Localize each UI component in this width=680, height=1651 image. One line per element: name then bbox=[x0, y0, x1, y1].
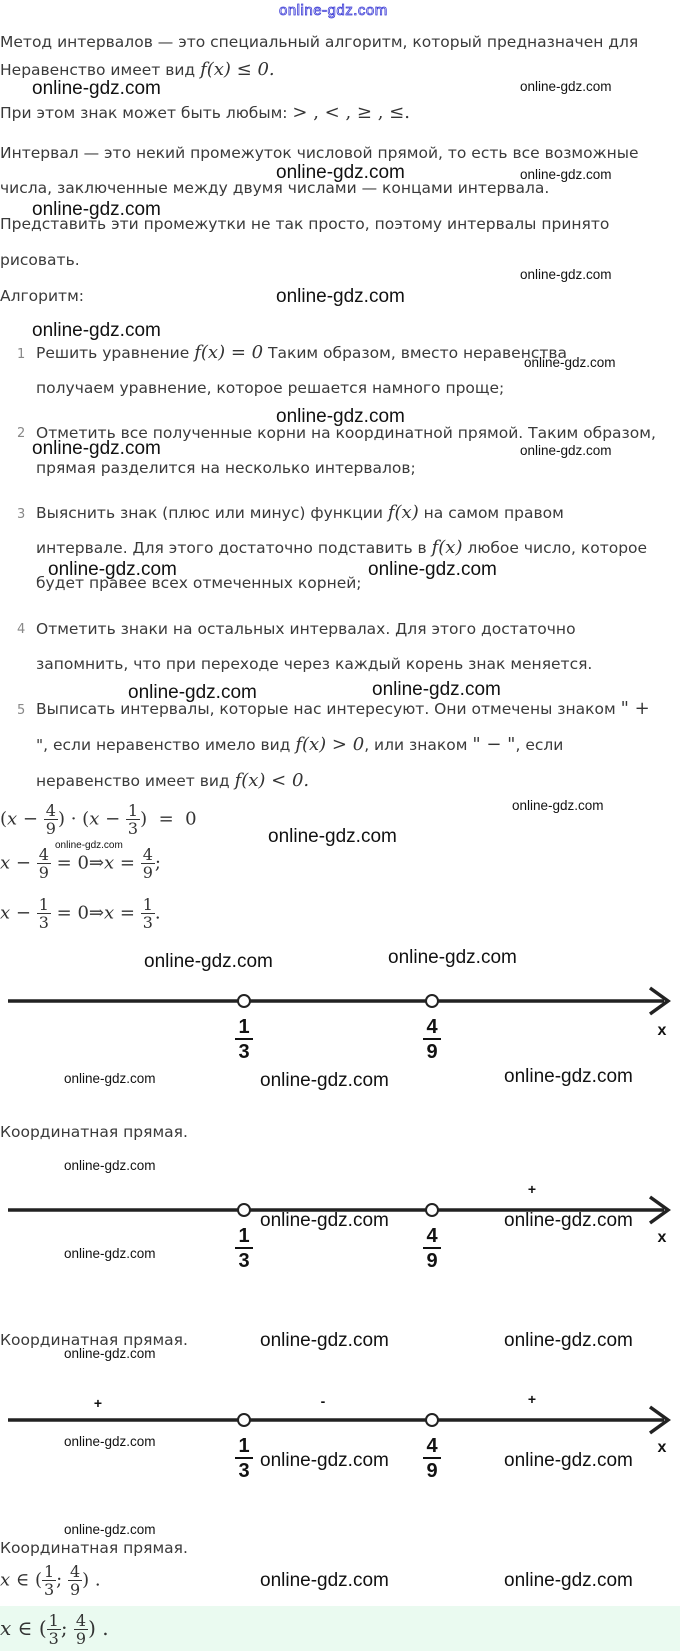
step-number-2: 2 bbox=[17, 426, 26, 441]
watermark: online-gdz.com bbox=[64, 1522, 156, 1537]
eq2-equals: = bbox=[56, 852, 72, 874]
watermark: online-gdz.com bbox=[504, 1330, 633, 1351]
answer-hl-n2: 4 bbox=[75, 1611, 87, 1630]
watermark: online-gdz.com bbox=[268, 826, 397, 847]
eq3-num-a: 1 bbox=[38, 895, 49, 914]
step-5-line-3 bbox=[36, 771, 309, 791]
watermark: online-gdz.com bbox=[260, 1570, 389, 1591]
answer-hl-frac-2 bbox=[74, 1612, 88, 1647]
eq2-implies: ⇒ bbox=[88, 852, 105, 874]
axis-3-sign-left: + bbox=[93, 1395, 103, 1411]
axis-1-label-2-num: 4 bbox=[426, 1016, 438, 1038]
step-2-line-1: Отметить все полученные корни на координатной прямой. Таким образом, bbox=[36, 424, 656, 442]
intro-paragraph-1: Метод интервалов — это специальный алгоритм, который предназначен для bbox=[0, 33, 639, 51]
intro-paragraph-3 bbox=[0, 103, 410, 123]
step-number-5: 5 bbox=[17, 703, 26, 718]
eq1-equals: = bbox=[158, 808, 174, 830]
step-5-text-c: , или знаком bbox=[364, 736, 468, 754]
watermark: online-gdz.com bbox=[48, 559, 177, 580]
axis-1-label-2-den: 9 bbox=[426, 1041, 438, 1063]
step-1-math: f(x) = 0 bbox=[194, 342, 264, 363]
axis-3-point-4-9 bbox=[426, 1414, 438, 1426]
watermark: online-gdz.com bbox=[372, 679, 501, 700]
eq1-open2: ( bbox=[82, 808, 90, 830]
answer-n1: 1 bbox=[43, 1562, 55, 1581]
watermark: online-gdz.com bbox=[260, 1450, 389, 1471]
answer-hl-d2: 9 bbox=[75, 1629, 87, 1648]
watermark: online-gdz.com bbox=[260, 1330, 389, 1351]
axis-2-point-4-9 bbox=[426, 1204, 438, 1216]
intro-p2-text: Неравенство имеет вид bbox=[0, 61, 196, 79]
watermark: online-gdz.com bbox=[388, 947, 517, 968]
step-1-text-b: Таким образом, вместо неравенства bbox=[268, 344, 568, 362]
answer-hl-prefix: x ∈ bbox=[0, 1616, 33, 1640]
eq1-num1: 4 bbox=[45, 801, 56, 820]
watermark: online-gdz.com bbox=[276, 286, 405, 307]
axis-3-point-1-3 bbox=[238, 1414, 250, 1426]
eq3-end: . bbox=[154, 902, 161, 924]
watermark: online-gdz.com bbox=[276, 406, 405, 427]
step-5-text-d: , если bbox=[515, 736, 564, 754]
eq1-minus1: − bbox=[22, 808, 39, 830]
axis-2-label-1-num: 1 bbox=[238, 1225, 250, 1247]
number-line-1 bbox=[0, 975, 680, 1065]
eq1-open: ( bbox=[0, 808, 8, 830]
watermark: online-gdz.com bbox=[128, 682, 257, 703]
watermark: online-gdz.com bbox=[504, 1210, 633, 1231]
answer-hl-n1: 1 bbox=[48, 1611, 59, 1630]
eq1-x2: x bbox=[89, 808, 100, 830]
step-3-text-d: любое число, которое bbox=[467, 539, 648, 557]
step-3-text-c: интервале. Для этого достаточно подставить в bbox=[36, 539, 427, 557]
intro-p3-text: При этом знак может быть любым: bbox=[0, 104, 288, 122]
eq2-fraction-b bbox=[141, 846, 155, 881]
step-5-text-a: Выписать интервалы, которые нас интересуют. Они отмечены знаком bbox=[36, 700, 616, 718]
eq2-den-b: 9 bbox=[142, 863, 153, 882]
intro-p2-math: f(x) ≤ 0. bbox=[200, 59, 275, 80]
watermark: online-gdz.com bbox=[32, 438, 161, 459]
watermark: online-gdz.com bbox=[144, 951, 273, 972]
eq3-num-b: 1 bbox=[142, 895, 153, 914]
watermark: online-gdz.com bbox=[55, 840, 123, 851]
answer-highlighted bbox=[0, 1612, 109, 1647]
axis-1-label-1-num: 1 bbox=[238, 1016, 250, 1038]
axis-2-var: x bbox=[657, 1229, 667, 1246]
intro-paragraph-4a: Интервал — это некий промежуток числовой прямой, то есть все возможные bbox=[0, 144, 639, 162]
eq3-den-b: 3 bbox=[142, 913, 153, 932]
axis-1-label-1-den: 3 bbox=[238, 1041, 250, 1063]
step-5-line-2 bbox=[36, 735, 563, 755]
axis-2-caption: Координатная прямая. bbox=[0, 1331, 188, 1349]
equation-root-4-9 bbox=[0, 846, 161, 881]
watermark: online-gdz.com bbox=[368, 559, 497, 580]
answer-prefix: x ∈ bbox=[0, 1569, 30, 1591]
step-1-text-a: Решить уравнение bbox=[36, 344, 190, 362]
step-number-3: 3 bbox=[17, 507, 26, 522]
eq3-fraction-b bbox=[141, 896, 155, 931]
step-2-line-2: прямая разделится на несколько интервалов; bbox=[36, 459, 416, 477]
eq3-x: x bbox=[0, 902, 11, 924]
watermark: online-gdz.com bbox=[260, 1070, 389, 1091]
step-4-line-2: запомнить, что при переходе через каждый корень знак меняется. bbox=[36, 655, 593, 673]
eq1-fraction-1-3 bbox=[126, 802, 140, 837]
eq2-equals2: = bbox=[119, 852, 135, 874]
axis-2-sign-right: + bbox=[527, 1182, 537, 1197]
watermark: online-gdz.com bbox=[520, 167, 612, 182]
axis-2-label-1-den: 3 bbox=[238, 1250, 250, 1272]
eq3-den-a: 3 bbox=[38, 913, 49, 932]
eq2-den-a: 9 bbox=[38, 863, 49, 882]
step-number-1: 1 bbox=[17, 347, 26, 362]
axis-3-label-2-num: 4 bbox=[426, 1435, 438, 1457]
watermark: online-gdz.com bbox=[504, 1066, 633, 1087]
intro-paragraph-2 bbox=[0, 60, 275, 80]
axis-2-label-2-num: 4 bbox=[426, 1225, 438, 1247]
eq1-den1: 9 bbox=[45, 819, 56, 838]
watermark: online-gdz.com bbox=[512, 798, 604, 813]
eq3-equals: = bbox=[56, 902, 72, 924]
eq1-x1: x bbox=[7, 808, 18, 830]
axis-1-point-1-3 bbox=[238, 995, 250, 1007]
step-5-text-e: неравенство имеет вид bbox=[36, 772, 230, 790]
step-5-text-b: ", если неравенство имело вид bbox=[36, 736, 291, 754]
eq3-equals2: = bbox=[119, 902, 135, 924]
intro-paragraph-5b: рисовать. bbox=[0, 251, 80, 269]
axis-1-point-4-9 bbox=[426, 995, 438, 1007]
equation-root-1-3 bbox=[0, 896, 161, 931]
eq1-fraction-4-9 bbox=[44, 802, 58, 837]
eq3-fraction-a bbox=[37, 896, 51, 931]
watermark: online-gdz.com bbox=[524, 355, 616, 370]
eq2-zero: 0 bbox=[77, 852, 89, 874]
axis-3-label-1-num: 1 bbox=[238, 1435, 250, 1457]
step-4-line-1: Отметить знаки на остальных интервалах. Для этого достаточно bbox=[36, 620, 576, 638]
watermark: online-gdz.com bbox=[32, 320, 161, 341]
eq3-implies: ⇒ bbox=[88, 902, 105, 924]
watermark: online-gdz.com bbox=[504, 1450, 633, 1471]
watermark: online-gdz.com bbox=[32, 199, 161, 220]
step-3-line-1 bbox=[36, 503, 564, 523]
axis-1-caption: Координатная прямая. bbox=[0, 1123, 188, 1141]
axis-2-point-1-3 bbox=[238, 1204, 250, 1216]
eq1-den2: 3 bbox=[127, 819, 139, 838]
watermark: online-gdz.com bbox=[504, 1570, 633, 1591]
step-3-math-a: f(x) bbox=[387, 502, 419, 523]
answer-n2: 4 bbox=[69, 1562, 81, 1581]
step-3-text-b: на самом правом bbox=[423, 504, 564, 522]
step-1-line-1 bbox=[36, 343, 567, 363]
step-1-line-2: получаем уравнение, которое решается намного проще; bbox=[36, 379, 505, 397]
step-number-4: 4 bbox=[17, 622, 26, 637]
answer-d1: 3 bbox=[43, 1580, 55, 1599]
step-3-line-2 bbox=[36, 538, 647, 558]
eq3-x2: x bbox=[104, 902, 115, 924]
step-3-text-a: Выяснить знак (плюс или минус) функции bbox=[36, 504, 383, 522]
answer-close: ) . bbox=[82, 1569, 101, 1591]
intro-paragraph-5a: Представить эти промежутки не так просто, поэтому интервалы принято bbox=[0, 215, 610, 233]
eq2-num-a: 4 bbox=[38, 845, 49, 864]
eq1-num2: 1 bbox=[127, 801, 139, 820]
equation-product bbox=[0, 802, 197, 837]
answer-sep: ; bbox=[56, 1569, 63, 1591]
watermark: online-gdz.com bbox=[64, 1246, 156, 1261]
step-3-line-3: будет правее всех отмеченных корней; bbox=[36, 574, 362, 592]
eq1-close1: ) bbox=[57, 808, 65, 830]
answer-hl-close: ) . bbox=[88, 1616, 109, 1640]
answer-hl-sep: ; bbox=[60, 1616, 68, 1640]
algorithm-heading: Алгоритм: bbox=[0, 287, 84, 305]
eq2-end: ; bbox=[154, 852, 161, 874]
axis-3-label-2-den: 9 bbox=[426, 1460, 438, 1482]
step-5-math-a: " + bbox=[620, 698, 650, 719]
axis-3-caption: Координатная прямая. bbox=[0, 1539, 188, 1557]
watermark: online-gdz.com bbox=[64, 1346, 156, 1361]
eq2-fraction-a bbox=[37, 846, 51, 881]
watermark: online-gdz.com bbox=[260, 1210, 389, 1231]
answer-line bbox=[0, 1563, 101, 1598]
eq1-dot: · bbox=[70, 808, 77, 830]
step-5-math-b: f(x) > 0 bbox=[295, 734, 365, 755]
axis-3-label-1-den: 3 bbox=[238, 1460, 250, 1482]
watermark: online-gdz.com bbox=[520, 267, 612, 282]
eq2-num-b: 4 bbox=[142, 845, 153, 864]
eq2-x2: x bbox=[104, 852, 115, 874]
eq3-minus: − bbox=[15, 902, 31, 924]
header-watermark: online-gdz.com bbox=[279, 2, 388, 19]
answer-frac-2 bbox=[68, 1563, 82, 1598]
step-3-math-b: f(x) bbox=[431, 537, 463, 558]
intro-p3-math: > , < , ≥ , ≤. bbox=[292, 102, 410, 123]
eq2-x: x bbox=[0, 852, 11, 874]
eq1-close2: ) bbox=[140, 808, 148, 830]
eq1-minus2: − bbox=[105, 808, 121, 830]
watermark: online-gdz.com bbox=[64, 1158, 156, 1173]
axis-3-var: x bbox=[657, 1439, 667, 1456]
answer-hl-d1: 3 bbox=[48, 1629, 59, 1648]
step-5-math-c: " − " bbox=[472, 734, 516, 755]
step-5-math-d: f(x) < 0. bbox=[234, 770, 310, 791]
answer-open: ( bbox=[34, 1569, 42, 1591]
watermark: online-gdz.com bbox=[32, 78, 161, 99]
axis-3-sign-middle: - bbox=[320, 1393, 326, 1409]
watermark: online-gdz.com bbox=[64, 1434, 156, 1449]
axis-3-sign-right: + bbox=[527, 1392, 537, 1407]
axis-2-label-2-den: 9 bbox=[426, 1250, 438, 1272]
eq1-zero: 0 bbox=[185, 808, 197, 830]
eq2-minus: − bbox=[15, 852, 31, 874]
answer-hl-open: ( bbox=[38, 1616, 47, 1640]
intro-paragraph-4b: числа, заключенные между двумя числами — концами интервала. bbox=[0, 179, 550, 197]
watermark: online-gdz.com bbox=[520, 443, 612, 458]
watermark: online-gdz.com bbox=[520, 79, 612, 94]
answer-hl-frac-1 bbox=[47, 1612, 61, 1647]
answer-d2: 9 bbox=[69, 1580, 81, 1599]
watermark: online-gdz.com bbox=[276, 162, 405, 183]
eq3-zero: 0 bbox=[77, 902, 89, 924]
axis-1-var: x bbox=[657, 1022, 667, 1039]
watermark: online-gdz.com bbox=[64, 1071, 156, 1086]
answer-frac-1 bbox=[42, 1563, 56, 1598]
